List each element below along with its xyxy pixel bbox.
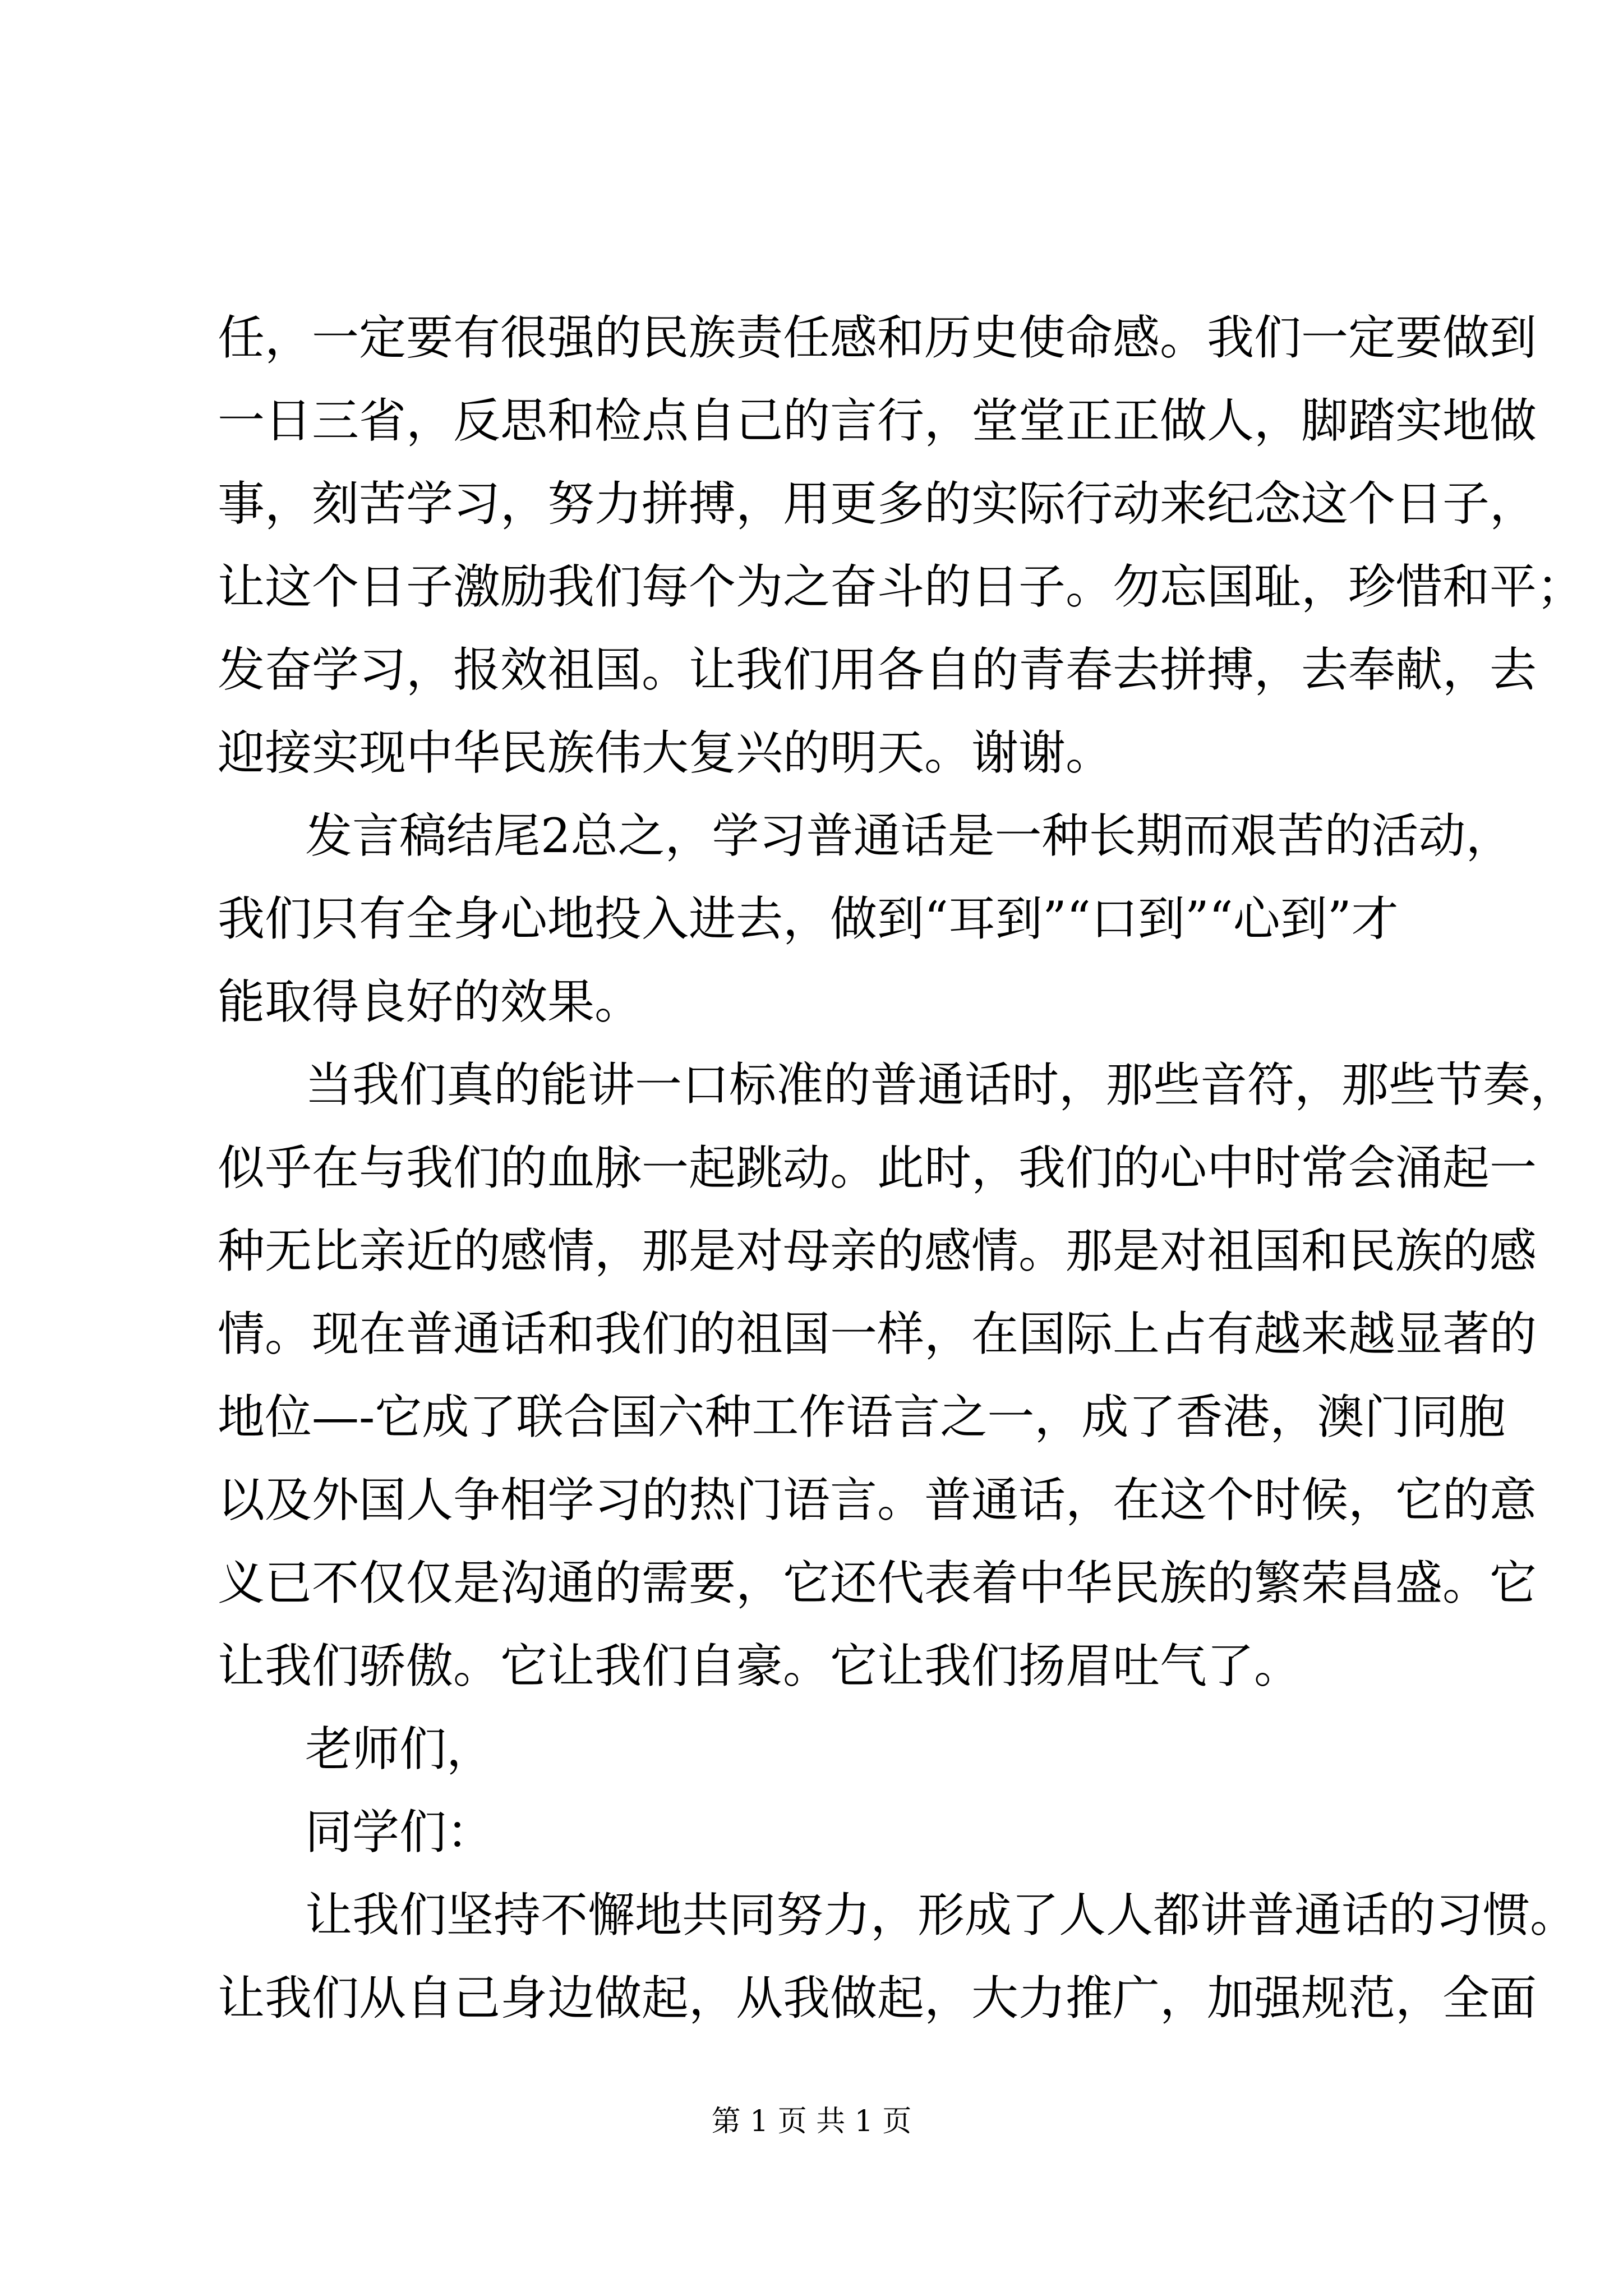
text-line: 当我们真的能讲一口标准的普通话时，那些音符，那些节奏， bbox=[305, 1057, 1578, 1112]
text-line: 老师们， bbox=[305, 1722, 494, 1777]
text-line: 发奋学习，报效祖国。让我们用各自的青春去拼搏，去奉献，去 bbox=[218, 642, 1537, 697]
page-footer: 第 1 页 共 1 页 bbox=[711, 2105, 912, 2138]
paragraph bbox=[218, 1043, 1578, 1708]
paragraph bbox=[218, 1708, 1395, 1791]
text-line: 让我们骄傲。它让我们自豪。它让我们扬眉吐气了。 bbox=[218, 1639, 1302, 1694]
paragraph bbox=[218, 794, 1513, 1043]
text-line: 一日三省，反思和检点自己的言行，堂堂正正做人，脚踏实地做 bbox=[218, 393, 1537, 448]
text-line: 让这个日子激励我们每个为之奋斗的日子。勿忘国耻，珍惜和平； bbox=[218, 559, 1584, 614]
text-line: 以及外国人争相学习的热门语言。普通话，在这个时候，它的意 bbox=[218, 1473, 1537, 1527]
text-line: 任，一定要有很强的民族责任感和历史使命感。我们一定要做到 bbox=[218, 310, 1537, 365]
text-line: 同学们： bbox=[305, 1805, 494, 1860]
paragraph bbox=[218, 1791, 1395, 1874]
text-line: 迎接实现中华民族伟大复兴的明天。谢谢。 bbox=[218, 725, 1113, 780]
document-body bbox=[218, 296, 1584, 2040]
text-line: 我们只有全身心地投入进去，做到“耳到”“口到”“心到”才 bbox=[218, 891, 1399, 946]
paragraph bbox=[218, 1874, 1578, 2040]
text-line: 让我们坚持不懈地共同努力，形成了人人都讲普通话的习惯。 bbox=[305, 1888, 1578, 1943]
text-line: 地位—-它成了联合国六种工作语言之一，成了香港，澳门同胞 bbox=[218, 1389, 1506, 1444]
text-line: 似乎在与我们的血脉一起跳动。此时，我们的心中时常会涌起一 bbox=[218, 1140, 1537, 1195]
text-line: 情。现在普通话和我们的祖国一样，在国际上占有越来越显著的 bbox=[218, 1306, 1537, 1361]
text-line: 事，刻苦学习，努力拼搏，用更多的实际行动来纪念这个日子， bbox=[218, 476, 1537, 531]
text-line: 义已不仅仅是沟通的需要，它还代表着中华民族的繁荣昌盛。它 bbox=[218, 1556, 1537, 1611]
text-line: 能取得良好的效果。 bbox=[218, 974, 642, 1029]
paragraph bbox=[218, 296, 1584, 794]
text-line: 让我们从自己身边做起，从我做起，大力推广，加强规范，全面 bbox=[218, 1971, 1537, 2026]
text-line: 种无比亲近的感情，那是对母亲的感情。那是对祖国和民族的感 bbox=[218, 1223, 1537, 1278]
text-line: 发言稿结尾2总之，学习普通话是一种长期而艰苦的活动， bbox=[305, 808, 1513, 863]
